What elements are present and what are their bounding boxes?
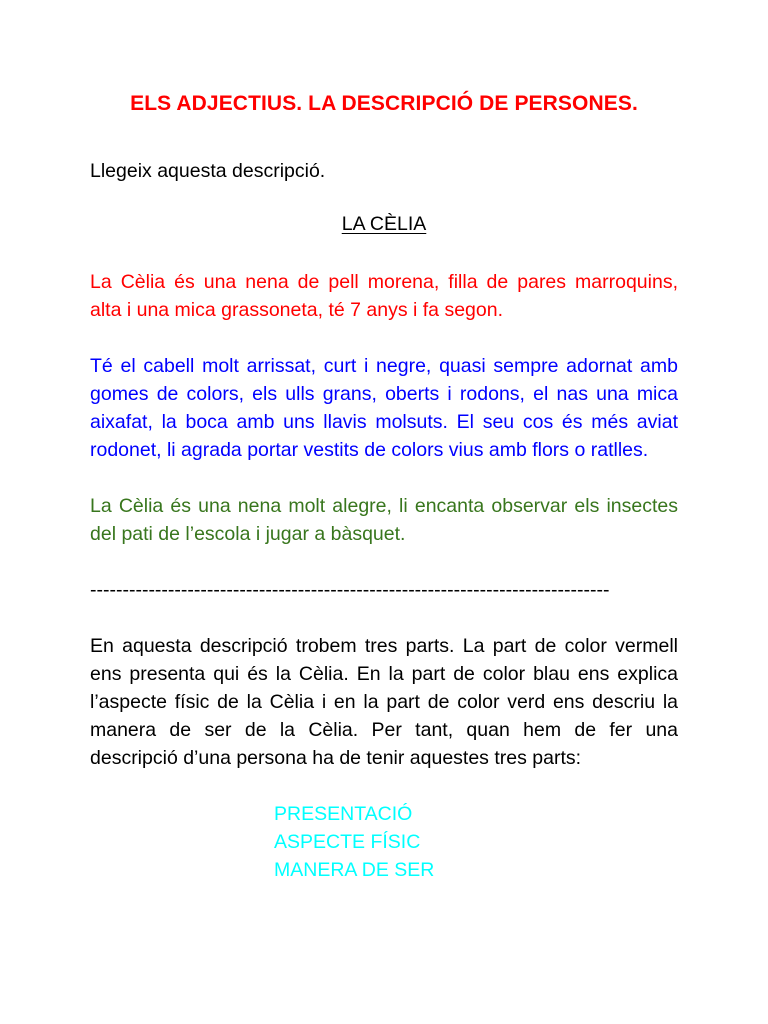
page-title: ELS ADJECTIUS. LA DESCRIPCIÓ DE PERSONES. xyxy=(130,92,638,115)
physical-appearance-paragraph xyxy=(90,352,678,464)
personality-line: La Cèlia és una nena molt alegre, li encanta observar els insectes xyxy=(90,495,678,517)
description-parts-list xyxy=(274,800,434,884)
presentation-paragraph xyxy=(90,268,678,324)
dashed-divider: -------------------------------------------------------------------------------- xyxy=(90,579,610,601)
personality-line: del pati de l’escola i jugar a bàsquet. xyxy=(90,523,406,545)
explanation-line: descripció d’una persona ha de tenir aquestes tres parts: xyxy=(90,747,582,769)
physical-line: rodonet, li agrada portar vestits de colors vius amb flors o ratlles. xyxy=(90,439,649,461)
intro-text: Llegeix aquesta descripció. xyxy=(90,160,326,182)
part-item-physical-appearance: ASPECTE FÍSIC xyxy=(274,831,421,853)
explanation-line: l’aspecte físic de la Cèlia i en la part de color verd ens descriu la xyxy=(90,691,678,713)
presentation-line: La Cèlia és una nena de pell morena, filla de pares marroquins, xyxy=(90,271,678,293)
presentation-line: alta i una mica grassoneta, té 7 anys i fa segon. xyxy=(90,299,503,321)
physical-line: gomes de colors, els ulls grans, oberts i rodons, el nas una mica xyxy=(90,383,678,405)
explanation-line: ens presenta qui és la Cèlia. En la part de color blau ens explica xyxy=(90,663,678,685)
part-item-presentation: PRESENTACIÓ xyxy=(274,803,413,825)
physical-line: aixafat, la boca amb uns llavis molsuts. El seu cos és més aviat xyxy=(90,411,678,433)
explanation-line: En aquesta descripció trobem tres parts. La part de color vermell xyxy=(90,635,678,657)
explanation-paragraph xyxy=(90,632,678,772)
explanation-line: manera de ser de la Cèlia. Per tant, quan hem de fer una xyxy=(90,719,678,741)
personality-paragraph xyxy=(90,492,678,548)
part-item-personality: MANERA DE SER xyxy=(274,859,435,881)
description-subtitle: LA CÈLIA xyxy=(341,213,427,235)
physical-line: Té el cabell molt arrissat, curt i negre, quasi sempre adornat amb xyxy=(90,355,678,377)
